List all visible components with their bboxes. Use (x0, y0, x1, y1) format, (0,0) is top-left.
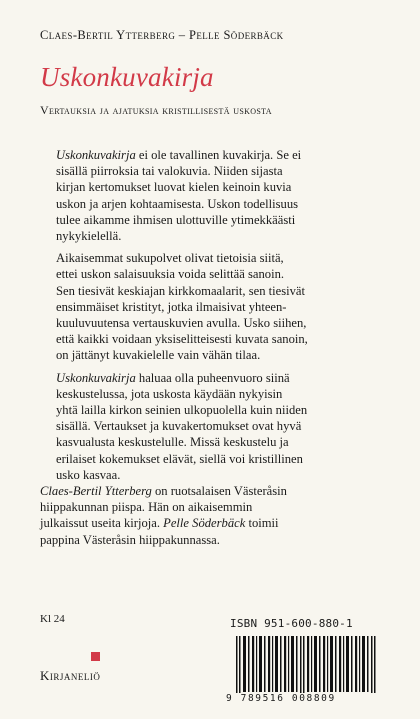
text-line: kasvualusta keskustelulle. Missä keskustelu ja (56, 435, 289, 450)
text-line: Aikaisemmat sukupolvet olivat tietoisia siitä, (56, 251, 284, 266)
text-line: Sen tiesivät keskiajan kirkkomaalarit, sen tiesivät (56, 283, 306, 298)
authors: Claes-Bertil Ytterberg – Pelle Söderbäck (40, 28, 284, 42)
book-subtitle: Vertauksia ja ajatuksia kristillisestä uskosta (40, 103, 272, 117)
text-line: yhtä lailla kirkon seinien ulkopuolella kuin niiden (56, 403, 308, 418)
classification-code: Kl 24 (40, 613, 65, 625)
blurb-paragraph-3 (40, 370, 380, 483)
text-line: sisällä. Vertaukset ja kuvakertomukset ovat hyvä (56, 419, 302, 434)
text-line: erilaiset kokemukset elävät, siellä voi kristillinen (56, 451, 303, 466)
text-line: kuuluvuutensa vertauskuvien avulla. Usko siihen, (56, 316, 307, 331)
text-line: Uskonkuvakirja ei ole tavallinen kuvakirja. Se ei (56, 148, 302, 162)
text-line: usko kasvaa. (56, 467, 121, 482)
text-line: hiippakunnan piispa. Hän on aikaisemmin (40, 500, 253, 515)
isbn: ISBN 951-600-880-1 (230, 617, 353, 630)
text-line: kirjan kertomukset luovat kielen keinoin kuvia (56, 180, 292, 195)
publisher-logo-square-icon (91, 652, 100, 661)
text-line: että kaikki voidaan yksiselitteisesti kuvata sanoin, (56, 332, 308, 347)
book-title: Uskonkuvakirja (40, 62, 214, 92)
publisher-name: Kirjaneliö (40, 668, 101, 683)
text-line: tulee aikamme ihmisen ulottuville ytimekkäästi (56, 212, 296, 227)
blurb-paragraph-1 (40, 147, 380, 244)
text-line: keskustelussa, jota uskosta käydään nykyisin (56, 386, 283, 401)
text-line: nykykielellä. (56, 229, 122, 244)
text-line: Claes-Bertil Ytterberg on ruotsalaisen Västeråsin (40, 484, 287, 498)
text-line: julkaissut useita kirjoja. Pelle Söderbäck toimii (40, 516, 279, 531)
text-line: on jättänyt kuvakielelle vain vähän tilaa. (56, 348, 261, 363)
text-line: Uskonkuvakirja haluaa olla puheenvuoro siinä (56, 370, 290, 385)
text-line: sisällä piirroksia tai valokuvia. Niiden sijasta (56, 164, 283, 179)
blurb-paragraph-2 (40, 250, 380, 363)
text-line: ensimmäiset kristityt, jotka ilmaisivat yhteen- (56, 299, 287, 314)
author-bio (40, 483, 380, 548)
text-line: ettei uskon salaisuuksia voida selittää sanoin. (56, 267, 285, 282)
blurb (40, 147, 380, 489)
barcode-digits: 9 789516 008809 (222, 693, 396, 704)
text-line: pappina Västeråsin hiippakunnassa. (40, 532, 220, 547)
text-line: uskon ja arjen kohtaamisesta. Uskon todellisuus (56, 196, 299, 211)
